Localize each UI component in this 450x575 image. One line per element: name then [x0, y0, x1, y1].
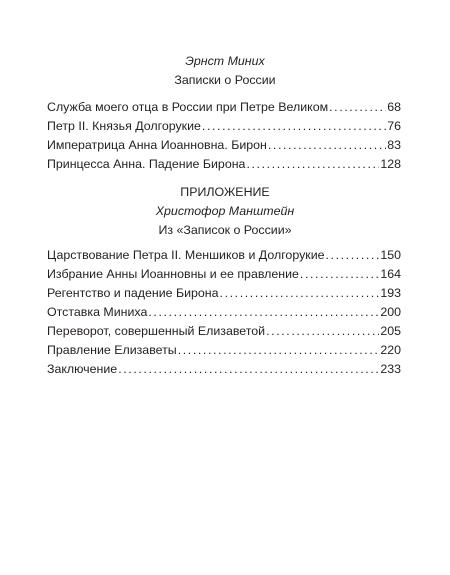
- dot-leader: [329, 98, 386, 117]
- toc-entry-page: 200: [380, 305, 401, 319]
- toc-entry-page: 150: [380, 248, 401, 262]
- toc-entry: [47, 98, 401, 117]
- dot-leader: [246, 155, 379, 174]
- toc-list: [47, 246, 401, 379]
- toc-entry-title: Принцесса Анна. Падение Бирона: [47, 157, 246, 171]
- toc-entry-title: Заключение: [47, 362, 118, 376]
- toc-entry-page: 205: [380, 324, 401, 338]
- toc-entry-title: Императрица Анна Иоанновна. Бирон: [47, 138, 267, 152]
- supplement-heading: ПРИЛОЖЕНИЕ: [180, 185, 270, 199]
- dot-leader: [300, 265, 379, 284]
- dot-leader: [266, 322, 379, 341]
- toc-entry: [47, 303, 401, 322]
- section-author: Эрнст Миних: [185, 54, 265, 68]
- toc-entry-title: Петр II. Князья Долгорукие: [47, 119, 201, 133]
- toc-entry-title: Регентство и падение Бирона: [47, 286, 219, 300]
- toc-entry-page: 76: [387, 119, 401, 133]
- toc-entry-title: Царствование Петра II. Меншиков и Долгорукие: [47, 248, 325, 262]
- toc-entry-page: 128: [380, 157, 401, 171]
- toc-entry-page: 233: [380, 362, 401, 376]
- toc-entry: [47, 341, 401, 360]
- dot-leader: [178, 341, 380, 360]
- toc-entry-title: Отставка Миниха: [47, 305, 148, 319]
- toc-entry-page: 68: [387, 100, 401, 114]
- toc-entry: [47, 246, 401, 265]
- toc-entry-page: 193: [380, 286, 401, 300]
- dot-leader: [326, 246, 380, 265]
- dot-leader: [220, 284, 380, 303]
- section-title: Из «Записок о России»: [158, 223, 292, 237]
- section-manstein: [0, 185, 450, 376]
- toc-entry-page: 83: [387, 138, 401, 152]
- toc-entry-title: Переворот, совершенный Елизаветой: [47, 324, 266, 338]
- toc-entry-page: 164: [380, 267, 401, 281]
- dot-leader: [118, 360, 379, 379]
- dot-leader: [268, 136, 386, 155]
- toc-entry: [47, 360, 401, 379]
- toc-entry: [47, 322, 401, 341]
- toc-entry-page: 220: [380, 343, 401, 357]
- toc-entry-title: Правление Елизаветы: [47, 343, 177, 357]
- section-author: Христофор Манштейн: [155, 204, 295, 218]
- toc-entry-title: Служба моего отца в России при Петре Великом: [47, 100, 329, 114]
- section-title: Записки о России: [174, 73, 276, 87]
- toc-entry-title: Избрание Анны Иоанновны и ее правление: [47, 267, 299, 281]
- toc-entry: [47, 155, 401, 174]
- toc-list: [47, 98, 401, 174]
- toc-entry: [47, 265, 401, 284]
- section-minikh: [0, 54, 450, 171]
- dot-leader: [148, 303, 379, 322]
- toc-entry: [47, 117, 401, 136]
- toc-entry: [47, 284, 401, 303]
- dot-leader: [202, 117, 386, 136]
- toc-entry: [47, 136, 401, 155]
